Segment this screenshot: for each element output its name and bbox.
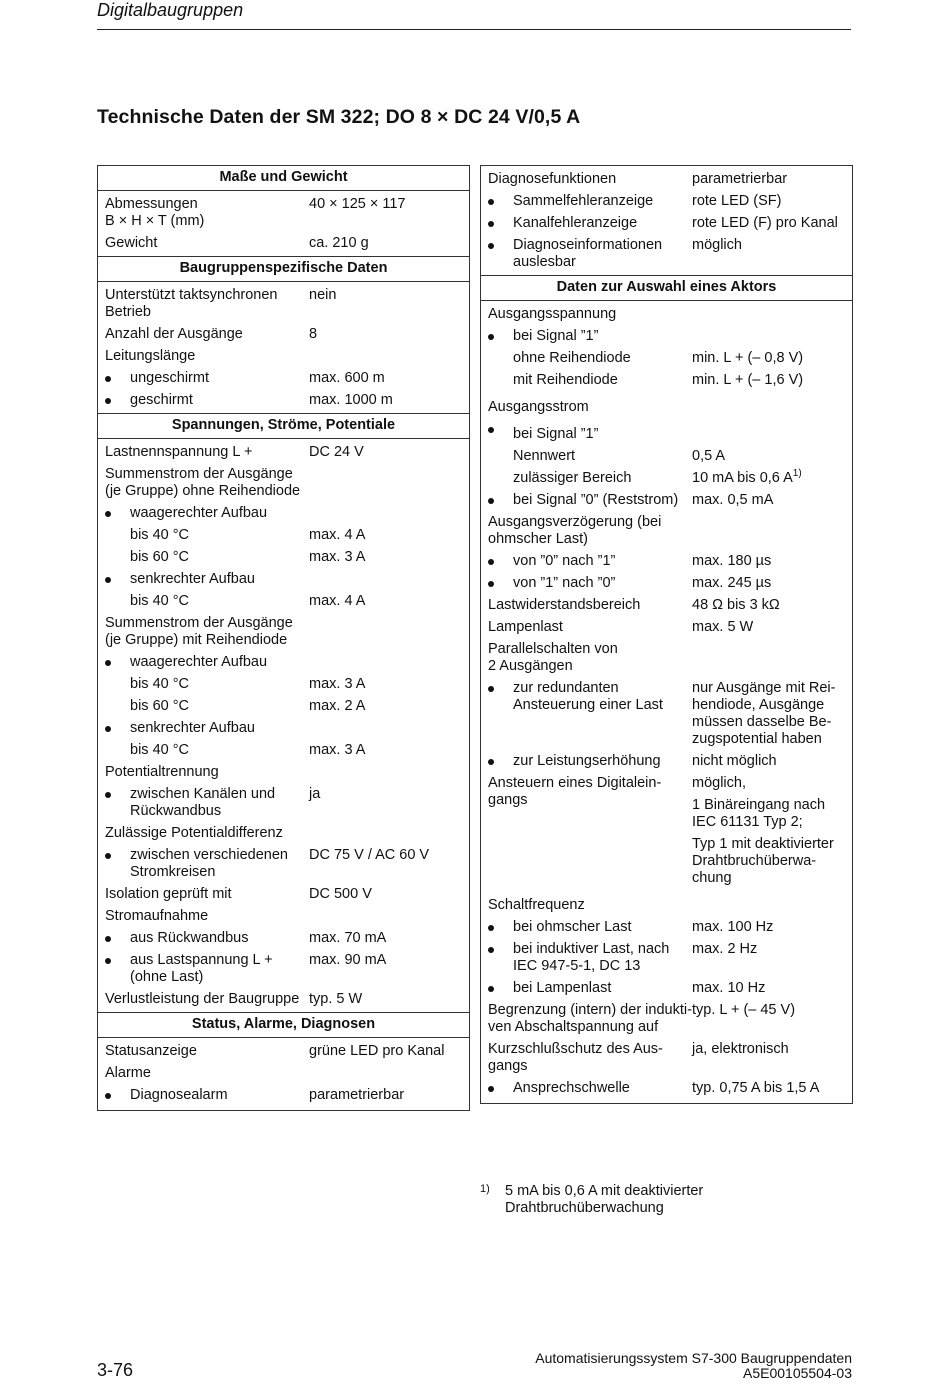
value-text: 0,5 A bbox=[692, 448, 726, 464]
table-row bbox=[481, 487, 852, 509]
row-value bbox=[309, 698, 469, 715]
value-text: max. 5 W bbox=[692, 619, 754, 635]
table-row bbox=[98, 671, 469, 693]
row-value bbox=[309, 1065, 469, 1082]
bullet-icon bbox=[488, 427, 494, 433]
row-value bbox=[692, 350, 852, 367]
bullet-icon bbox=[488, 334, 494, 340]
spec-table-right bbox=[480, 165, 853, 1104]
row-label: Diagnosealarm bbox=[130, 1087, 228, 1103]
footnote-ref: 1) bbox=[792, 468, 802, 479]
row-label: Begrenzung (intern) der indukti- ven Abschaltspannung auf bbox=[488, 1002, 692, 1035]
row-label: Potentialtrennung bbox=[105, 764, 219, 780]
table-row bbox=[98, 365, 469, 387]
table-row bbox=[98, 610, 469, 649]
bullet-icon bbox=[105, 660, 111, 666]
row-value bbox=[692, 641, 852, 675]
row-label: zur Leistungserhöhung bbox=[513, 753, 661, 769]
row-value bbox=[692, 897, 852, 914]
row-value bbox=[692, 575, 852, 592]
page-number: 3-76 bbox=[97, 1360, 134, 1380]
bullet-icon bbox=[105, 726, 111, 732]
value-text: max. 1000 m bbox=[309, 392, 393, 408]
table-row bbox=[481, 367, 852, 389]
row-label: ohne Reihendiode bbox=[513, 350, 631, 366]
table-row bbox=[98, 321, 469, 343]
row-value bbox=[309, 287, 469, 321]
row-value bbox=[692, 980, 852, 997]
value-text: 10 mA bis 0,6 A bbox=[692, 470, 793, 486]
table-row bbox=[481, 592, 852, 614]
row-value bbox=[692, 941, 852, 975]
row-value bbox=[309, 326, 469, 343]
row-label: Zulässige Potentialdifferenz bbox=[105, 825, 283, 841]
row-value bbox=[692, 514, 852, 548]
row-value bbox=[692, 492, 852, 509]
row-label: von ”1” nach ”0” bbox=[513, 575, 616, 591]
table-row bbox=[98, 588, 469, 610]
row-label: ungeschirmt bbox=[130, 370, 209, 386]
table-row bbox=[481, 548, 852, 570]
row-value bbox=[692, 193, 852, 210]
table-row bbox=[481, 675, 852, 748]
row-label: Ansprechschwelle bbox=[513, 1080, 630, 1096]
value-text: DC 500 V bbox=[309, 886, 372, 902]
table-row bbox=[481, 614, 852, 636]
row-value bbox=[309, 1043, 469, 1060]
bullet-icon bbox=[488, 243, 494, 249]
bullet-icon bbox=[105, 936, 111, 942]
running-head: Digitalbaugruppen bbox=[97, 0, 244, 20]
value-text: max. 2 Hz bbox=[692, 941, 758, 957]
row-label: waagerechter Aufbau bbox=[130, 505, 268, 521]
value-text: max. 10 Hz bbox=[692, 980, 766, 996]
row-label: Unterstützt taktsynchronen Betrieb bbox=[105, 287, 278, 320]
row-value bbox=[309, 742, 469, 759]
header-rule bbox=[97, 29, 851, 30]
table-row bbox=[481, 166, 852, 188]
row-label: Lastwiderstandsbereich bbox=[488, 597, 641, 613]
row-value bbox=[692, 775, 852, 887]
value-text: nur Ausgänge mit Rei- hendiode, Ausgänge müssen dasselbe Be- zugspotential haben bbox=[692, 680, 836, 747]
row-label: von ”0” nach ”1” bbox=[513, 553, 616, 569]
table-row bbox=[98, 820, 469, 842]
table-row bbox=[98, 191, 469, 230]
table-row bbox=[98, 781, 469, 820]
value-text: max. 180 µs bbox=[692, 553, 772, 569]
row-value bbox=[692, 448, 852, 465]
section-header: Maße und Gewicht bbox=[98, 166, 469, 191]
row-label: bei Signal ”1” bbox=[513, 328, 599, 344]
row-value bbox=[692, 1002, 852, 1036]
table-row bbox=[481, 188, 852, 210]
bullet-icon bbox=[488, 559, 494, 565]
table-row bbox=[481, 345, 852, 367]
spec-table-left bbox=[97, 165, 470, 1111]
value-text: parametrierbar bbox=[692, 171, 788, 187]
row-value bbox=[692, 1080, 852, 1097]
table-row bbox=[98, 881, 469, 903]
bullet-icon bbox=[105, 958, 111, 964]
row-value bbox=[309, 593, 469, 610]
section-header: Baugruppenspezifische Daten bbox=[98, 256, 469, 282]
row-label: bei induktiver Last, nach IEC 947-5-1, DC 13 bbox=[513, 941, 670, 974]
table-row bbox=[481, 570, 852, 592]
value-text: max. 245 µs bbox=[692, 575, 772, 591]
value-text: max. 90 mA bbox=[309, 952, 387, 968]
row-value bbox=[692, 619, 852, 636]
row-label: Alarme bbox=[105, 1065, 151, 1081]
row-label: Summenstrom der Ausgänge (je Gruppe) ohne Reihendiode bbox=[105, 466, 301, 499]
bullet-icon bbox=[105, 398, 111, 404]
row-label: Anzahl der Ausgänge bbox=[105, 326, 243, 342]
row-label: bis 40 °C bbox=[130, 593, 189, 609]
section-header: Spannungen, Ströme, Potentiale bbox=[98, 413, 469, 439]
row-label: bis 60 °C bbox=[130, 549, 189, 565]
value-text: ja, elektronisch bbox=[692, 1041, 789, 1057]
row-label: mit Reihendiode bbox=[513, 372, 618, 388]
table-row bbox=[481, 748, 852, 770]
row-value bbox=[692, 1041, 852, 1075]
value-paragraph: möglich, bbox=[692, 775, 746, 791]
bullet-icon bbox=[488, 221, 494, 227]
row-label: Parallelschalten von 2 Ausgängen bbox=[488, 641, 618, 674]
table-row bbox=[481, 301, 852, 323]
table-row bbox=[481, 1075, 852, 1103]
row-value bbox=[309, 549, 469, 566]
table-row bbox=[98, 737, 469, 759]
row-label: zwischen verschiedenen Stromkreisen bbox=[130, 847, 288, 880]
table-row bbox=[481, 509, 852, 548]
table-row bbox=[481, 443, 852, 465]
bullet-icon bbox=[488, 759, 494, 765]
row-value bbox=[692, 553, 852, 570]
row-label: bei ohmscher Last bbox=[513, 919, 632, 935]
row-value bbox=[309, 991, 469, 1008]
row-label: Ansteuern eines Digitalein- gangs bbox=[488, 775, 662, 808]
value-text: parametrierbar bbox=[309, 1087, 405, 1103]
row-value bbox=[309, 720, 469, 737]
value-text: DC 75 V / AC 60 V bbox=[309, 847, 430, 863]
bullet-icon bbox=[488, 947, 494, 953]
value-text: max. 4 A bbox=[309, 527, 366, 543]
row-value bbox=[309, 952, 469, 986]
table-row bbox=[98, 903, 469, 925]
row-value bbox=[309, 908, 469, 925]
table-row bbox=[481, 232, 852, 271]
section-header: Status, Alarme, Diagnosen bbox=[98, 1012, 469, 1038]
table-row bbox=[481, 914, 852, 936]
row-value bbox=[309, 370, 469, 387]
bullet-icon bbox=[105, 792, 111, 798]
footer-citation bbox=[535, 1351, 852, 1381]
row-value bbox=[309, 764, 469, 781]
row-label: zulässiger Bereich bbox=[513, 470, 632, 486]
bullet-icon bbox=[105, 1093, 111, 1099]
row-value bbox=[309, 348, 469, 365]
value-text: 40 × 125 × 117 bbox=[309, 196, 406, 212]
row-label: geschirmt bbox=[130, 392, 193, 408]
page-title: Technische Daten der SM 322; DO 8 × DC 24 V/0,5 A bbox=[97, 106, 581, 128]
row-label: bei Signal ”0” (Reststrom) bbox=[513, 492, 679, 508]
value-text: grüne LED pro Kanal bbox=[309, 1043, 445, 1059]
table-row bbox=[481, 887, 852, 914]
value-text: rote LED (SF) bbox=[692, 193, 782, 209]
row-label: Kanalfehleranzeige bbox=[513, 215, 638, 231]
bullet-icon bbox=[105, 511, 111, 517]
value-paragraph: Typ 1 mit deaktivierter Drahtbruchüberwa- chung bbox=[692, 836, 834, 886]
table-row bbox=[481, 997, 852, 1036]
row-label: zwischen Kanälen und Rückwandbus bbox=[130, 786, 276, 819]
row-value bbox=[309, 847, 469, 881]
table-row bbox=[98, 343, 469, 365]
row-value bbox=[309, 235, 469, 252]
row-value bbox=[309, 676, 469, 693]
row-label: Schaltfrequenz bbox=[488, 897, 585, 913]
row-label: Gewicht bbox=[105, 235, 158, 251]
bullet-icon bbox=[488, 199, 494, 205]
row-label: bis 60 °C bbox=[130, 698, 189, 714]
row-value bbox=[309, 786, 469, 820]
table-row bbox=[98, 759, 469, 781]
row-label: aus Rückwandbus bbox=[130, 930, 249, 946]
row-value bbox=[309, 392, 469, 409]
bullet-icon bbox=[488, 498, 494, 504]
row-value bbox=[692, 470, 852, 487]
row-value bbox=[309, 886, 469, 903]
table-row bbox=[98, 522, 469, 544]
row-value bbox=[692, 399, 852, 416]
row-value bbox=[692, 306, 852, 323]
row-value bbox=[309, 654, 469, 671]
table-row bbox=[98, 461, 469, 500]
row-value bbox=[309, 1087, 469, 1104]
section-header: Daten zur Auswahl eines Aktors bbox=[481, 275, 852, 301]
bullet-icon bbox=[105, 577, 111, 583]
row-value bbox=[692, 372, 852, 389]
row-value bbox=[692, 171, 852, 188]
row-label: bis 40 °C bbox=[130, 676, 189, 692]
table-row bbox=[98, 1082, 469, 1110]
row-label: senkrechter Aufbau bbox=[130, 720, 255, 736]
row-label: waagerechter Aufbau bbox=[130, 654, 268, 670]
row-value bbox=[692, 237, 852, 271]
row-value bbox=[309, 527, 469, 544]
row-value bbox=[692, 680, 852, 748]
table-row bbox=[481, 975, 852, 997]
row-label: Verlustleistung der Baugruppe bbox=[105, 991, 300, 1007]
value-text: typ. 5 W bbox=[309, 991, 363, 1007]
row-label: bei Signal ”1” bbox=[513, 426, 599, 442]
row-value bbox=[309, 615, 469, 649]
row-label: Lastnennspannung L + bbox=[105, 444, 253, 460]
table-row bbox=[98, 566, 469, 588]
value-text: 48 Ω bis 3 kΩ bbox=[692, 597, 780, 613]
row-label: Ausgangsstrom bbox=[488, 399, 589, 415]
value-text: nicht möglich bbox=[692, 753, 777, 769]
row-value bbox=[692, 597, 852, 614]
table-row bbox=[98, 282, 469, 321]
table-row bbox=[98, 842, 469, 881]
value-text: max. 3 A bbox=[309, 549, 366, 565]
table-row bbox=[98, 1060, 469, 1082]
table-row bbox=[481, 770, 852, 887]
row-value bbox=[309, 930, 469, 947]
footnote-text: 5 mA bis 0,6 A mit deaktivierter Drahtbruchüberwachung bbox=[505, 1183, 704, 1216]
row-value bbox=[692, 753, 852, 770]
value-text: max. 4 A bbox=[309, 593, 366, 609]
row-value bbox=[692, 328, 852, 345]
document-id: A5E00105504-03 bbox=[743, 1365, 852, 1381]
value-text: max. 0,5 mA bbox=[692, 492, 774, 508]
table-row bbox=[98, 986, 469, 1008]
table-row bbox=[98, 500, 469, 522]
row-label: Sammelfehleranzeige bbox=[513, 193, 654, 209]
bullet-icon bbox=[488, 686, 494, 692]
value-text: 8 bbox=[309, 326, 318, 342]
row-label: Diagnoseinformationen auslesbar bbox=[513, 237, 663, 270]
row-label: Kurzschlußschutz des Aus- gangs bbox=[488, 1041, 663, 1074]
value-text: max. 600 m bbox=[309, 370, 385, 386]
row-label: aus Lastspannung L + (ohne Last) bbox=[130, 952, 273, 985]
table-row bbox=[98, 715, 469, 737]
row-value bbox=[692, 426, 852, 443]
value-text: min. L + (– 1,6 V) bbox=[692, 372, 804, 388]
row-label: Ausgangsspannung bbox=[488, 306, 617, 322]
value-text: typ. L + (– 45 V) bbox=[692, 1002, 796, 1018]
row-label: bis 40 °C bbox=[130, 742, 189, 758]
bullet-icon bbox=[105, 853, 111, 859]
value-text: ca. 210 g bbox=[309, 235, 369, 251]
value-text: typ. 0,75 A bis 1,5 A bbox=[692, 1080, 820, 1096]
table-row bbox=[98, 230, 469, 252]
row-label: Stromaufnahme bbox=[105, 908, 209, 924]
row-value bbox=[692, 919, 852, 936]
row-label: Nennwert bbox=[513, 448, 576, 464]
table-row bbox=[98, 387, 469, 409]
row-value bbox=[309, 825, 469, 842]
bullet-icon bbox=[488, 986, 494, 992]
row-value bbox=[692, 215, 852, 232]
value-text: max. 3 A bbox=[309, 676, 366, 692]
row-label: Lampenlast bbox=[488, 619, 563, 635]
row-value bbox=[309, 196, 469, 230]
bullet-icon bbox=[488, 581, 494, 587]
table-row bbox=[98, 1038, 469, 1060]
row-label: Ausgangsverzögerung (bei ohmscher Last) bbox=[488, 514, 662, 547]
value-text: nein bbox=[309, 287, 337, 303]
value-text: max. 70 mA bbox=[309, 930, 387, 946]
table-row bbox=[481, 323, 852, 345]
table-row bbox=[481, 1036, 852, 1075]
book-title: Automatisierungssystem S7-300 Baugruppendaten bbox=[535, 1350, 852, 1366]
bullet-icon bbox=[488, 1086, 494, 1092]
value-text: ja bbox=[309, 786, 321, 802]
table-row bbox=[98, 544, 469, 566]
value-text: DC 24 V bbox=[309, 444, 364, 460]
row-value bbox=[309, 466, 469, 500]
value-text: max. 3 A bbox=[309, 742, 366, 758]
table-row bbox=[481, 210, 852, 232]
table-row bbox=[481, 936, 852, 975]
table-row bbox=[98, 947, 469, 986]
table-row bbox=[481, 636, 852, 675]
table-row bbox=[481, 416, 852, 443]
bullet-icon bbox=[488, 925, 494, 931]
footnote bbox=[480, 1183, 850, 1217]
table-row bbox=[98, 925, 469, 947]
table-row bbox=[98, 693, 469, 715]
value-paragraph: 1 Binäreingang nach IEC 61131 Typ 2; bbox=[692, 797, 826, 830]
value-text: max. 2 A bbox=[309, 698, 366, 714]
value-text: möglich bbox=[692, 237, 742, 253]
row-label: Leitungslänge bbox=[105, 348, 196, 364]
row-value bbox=[309, 505, 469, 522]
value-text: rote LED (F) pro Kanal bbox=[692, 215, 838, 231]
row-label: senkrechter Aufbau bbox=[130, 571, 255, 587]
row-value bbox=[309, 571, 469, 588]
row-value bbox=[309, 444, 469, 461]
value-text: min. L + (– 0,8 V) bbox=[692, 350, 804, 366]
row-label: Statusanzeige bbox=[105, 1043, 197, 1059]
table-row bbox=[481, 465, 852, 487]
bullet-icon bbox=[105, 376, 111, 382]
row-label: bis 40 °C bbox=[130, 527, 189, 543]
row-label: zur redundanten Ansteuerung einer Last bbox=[513, 680, 663, 713]
row-label: Summenstrom der Ausgänge (je Gruppe) mit Reihendiode bbox=[105, 615, 293, 648]
row-label: Diagnosefunktionen bbox=[488, 171, 617, 187]
table-row bbox=[98, 649, 469, 671]
row-label: Isolation geprüft mit bbox=[105, 886, 232, 902]
table-row bbox=[481, 389, 852, 416]
value-text: max. 100 Hz bbox=[692, 919, 774, 935]
row-label: Abmessungen B × H × T (mm) bbox=[105, 196, 205, 229]
row-label: bei Lampenlast bbox=[513, 980, 612, 996]
table-row bbox=[98, 439, 469, 461]
footnote-mark: 1) bbox=[480, 1183, 490, 1195]
